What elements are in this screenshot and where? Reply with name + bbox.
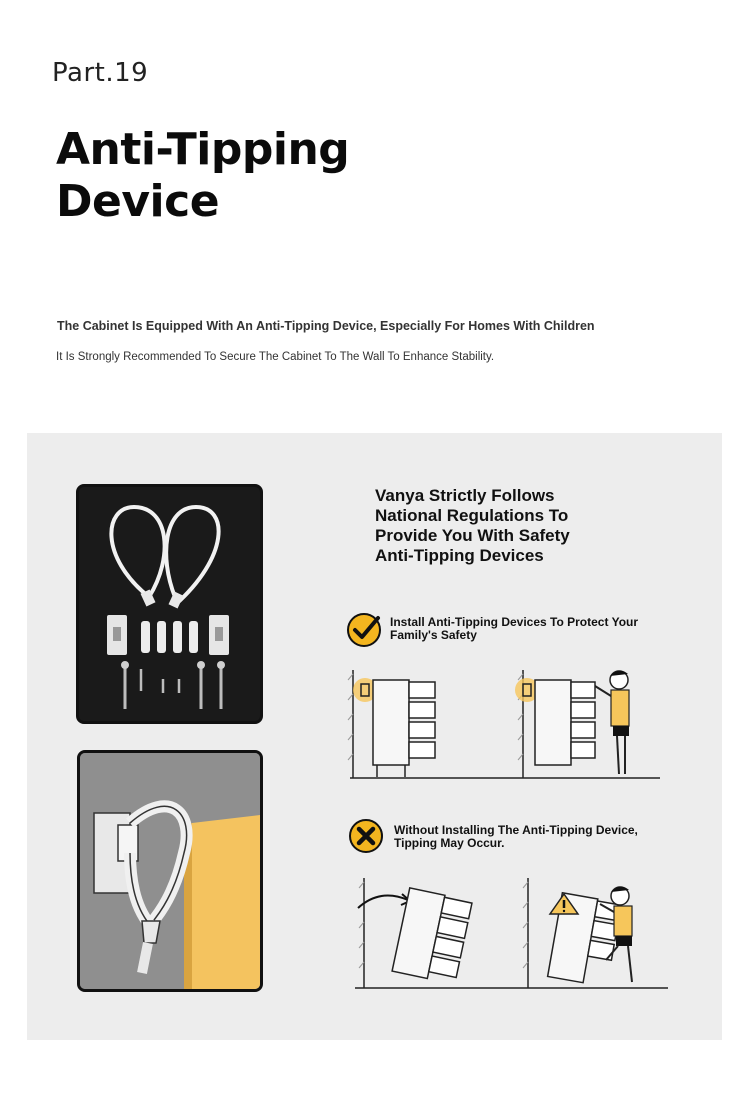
intro-text-children: The Cabinet Is Equipped With An Anti-Tipping Device, Especially For Homes With Children <box>57 319 595 333</box>
headline-line-1: Vanya Strictly Follows <box>375 486 555 505</box>
safety-headline <box>375 486 615 566</box>
hardware-kit-photo <box>76 484 263 724</box>
headline-line-4: Anti-Tipping Devices <box>375 546 544 565</box>
installed-cabinet-illustration <box>345 660 665 785</box>
install-caption: Install Anti-Tipping Devices To Protect Your Family's Safety <box>390 615 639 642</box>
title-line-2: Device <box>56 176 220 227</box>
without-device-caption: Without Installing The Anti-Tipping Device, Tipping May Occur. <box>394 823 638 850</box>
tipping-cabinet-illustration <box>350 868 670 993</box>
headline-line-3: Provide You With Safety <box>375 526 570 545</box>
hardware-kit-illustration <box>79 487 260 721</box>
x-badge-icon <box>348 818 384 854</box>
strap-installation-photo <box>77 750 263 992</box>
intro-text-recommendation: It Is Strongly Recommended To Secure The Cabinet To The Wall To Enhance Stability. <box>56 351 495 363</box>
part-label: Part.19 <box>52 58 149 88</box>
checkmark-badge-icon <box>346 612 382 648</box>
headline-line-2: National Regulations To <box>375 506 569 525</box>
page-title <box>56 124 349 228</box>
title-line-1: Anti-Tipping <box>56 124 350 175</box>
strap-installation-illustration <box>80 753 260 989</box>
